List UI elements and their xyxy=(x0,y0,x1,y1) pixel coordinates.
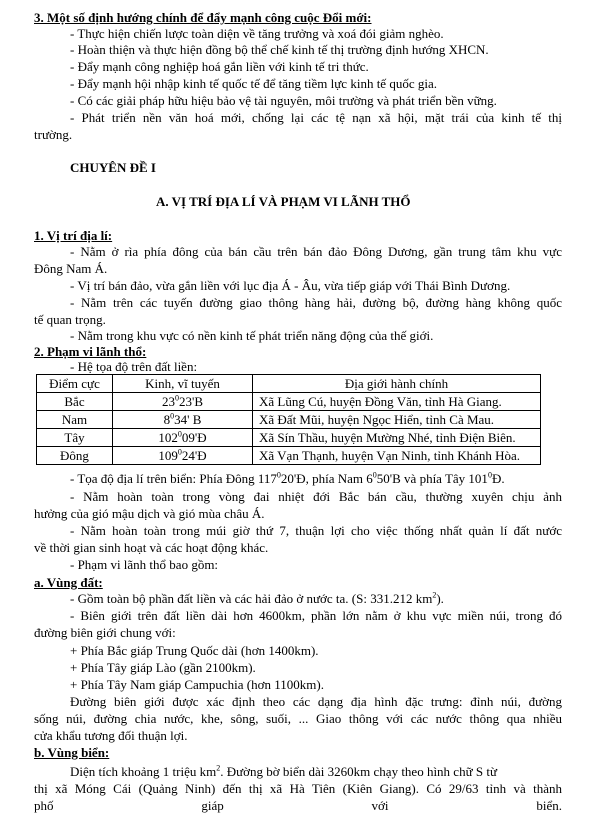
paragraph-line: - Gồm toàn bộ phần đất liền và các hải đảo ở nước ta. (S: 331.212 $km^2$). xyxy=(70,590,444,606)
list-item-continuation: trường. xyxy=(34,127,73,142)
paragraph-line: Đông Nam Á. xyxy=(34,261,108,276)
list-item: + Phía Bắc giáp Trung Quốc dài (hơn 1400km). xyxy=(70,643,319,658)
table-cell: Nam xyxy=(37,411,113,429)
paragraph-line: thị xã Móng Cái (Quảng Ninh) đến thị xã Hà Tiên (Kiên Giang). Có 29/63 tỉnh và thành xyxy=(34,781,562,796)
table-cell: $109^024'Đ$ xyxy=(113,447,253,465)
table-row xyxy=(37,393,541,411)
table-cell: $8^034'$ B xyxy=(113,411,253,429)
paragraph-line: đường biên giới chung với: xyxy=(34,625,176,640)
table-cell: Xã Vạn Thạnh, huyện Vạn Ninh, tỉnh Khánh Hòa. xyxy=(253,447,541,465)
vi-tri-heading-text: 1. Vị trí địa lí: xyxy=(34,228,113,243)
vung-bien-heading xyxy=(34,745,109,761)
list-item: - Có các giải pháp hữu hiệu bảo vệ tài nguyên, môi trường và phát triển bền vững. xyxy=(70,93,497,108)
list-item: - Hoàn thiện và thực hiện đồng bộ thể chế kinh tế thị trường định hướng XHCN. xyxy=(70,42,489,57)
paragraph-line: tế quan trọng. xyxy=(34,312,106,327)
paragraph-line: sống núi, đường chia nước, khe, sông, suối, ... Giao thông với các nước thông qua nhiều xyxy=(34,711,562,726)
coordinates-table xyxy=(36,374,541,465)
paragraph-line: hưởng của gió mậu dịch và gió mùa châu Á. xyxy=(34,506,265,521)
chuyen-de-heading: CHUYÊN ĐỀ I xyxy=(70,160,156,175)
list-item: + Phía Tây Nam giáp Campuchia (hơn 1100km). xyxy=(70,677,324,692)
paragraph-line: - Nằm trên các tuyến đường giao thông hàng hải, đường bộ, đường hàng không quốc xyxy=(70,295,562,310)
pham-vi-heading xyxy=(34,344,146,360)
table-row xyxy=(37,411,541,429)
table-cell: Bắc xyxy=(37,393,113,411)
column-header: Kinh, vĩ tuyến xyxy=(113,375,253,393)
paragraph-line: - Nằm trong khu vực có nền kinh tế phát triển năng động của thế giới. xyxy=(70,328,434,343)
paragraph-line: - Hệ tọa độ trên đất liền: xyxy=(70,359,198,374)
pham-vi-heading-text: 2. Phạm vi lãnh thổ: xyxy=(34,344,147,359)
paragraph-line: - Nằm hoàn toàn trong vòng đai nhiệt đới Bắc bán cầu, thường xuyên chịu ảnh xyxy=(70,489,562,504)
section-3-heading xyxy=(34,10,372,26)
paragraph-line: Đường biên giới được xác định theo các dạng địa hình đặc trưng: đỉnh núi, đường xyxy=(70,694,562,709)
chapter-title: A. VỊ TRÍ ĐỊA LÍ VÀ PHẠM VI LÃNH THỔ xyxy=(156,194,411,209)
vung-dat-heading xyxy=(34,575,103,591)
table-cell: Xã Sín Thầu, huyện Mường Nhé, tỉnh Điện Biên. xyxy=(253,429,541,447)
table-cell: Xã Lũng Cú, huyện Đồng Văn, tỉnh Hà Giang. xyxy=(253,393,541,411)
table-cell: $102^009'Đ$ xyxy=(113,429,253,447)
list-item: - Đẩy mạnh công nghiệp hoá gắn liền với kinh tế tri thức. xyxy=(70,59,369,74)
table-header-row xyxy=(37,375,541,393)
list-item: + Phía Tây giáp Lào (gần 2100km). xyxy=(70,660,256,675)
list-item: - Đẩy mạnh hội nhập kinh tế quốc tế để tăng tiềm lực kinh tế quốc gia. xyxy=(70,76,437,91)
paragraph-line: - Tọa độ địa lí trên biển: Phía Đông $117^020'Đ$, phía Nam $6^050'B$ và phía Tây $101^0Đ$. xyxy=(70,470,505,486)
paragraph-line: Diện tích khoảng 1 triệu $km^2$. Đường bờ biển dài 3260km chạy theo hình chữ S từ xyxy=(70,763,498,779)
paragraph-line: - Nằm hoàn toàn trong múi giờ thứ 7, thuận lợi cho việc thống nhất quản lí đất nước xyxy=(70,523,562,538)
paragraph-line: - Phạm vi lãnh thổ bao gồm: xyxy=(70,557,219,572)
list-item: - Phát triển nền văn hoá mới, chống lại các tệ nạn xã hội, mặt trái của kinh tế thị xyxy=(70,110,562,125)
vung-dat-heading-text: a. Vùng đất: xyxy=(34,575,103,590)
paragraph-line: phố giáp với biển. xyxy=(34,798,562,813)
list-item: - Thực hiện chiến lược toàn diện về tăng trưởng và xoá đói giảm nghèo. xyxy=(70,26,444,41)
table-row xyxy=(37,447,541,465)
vung-bien-heading-text: b. Vùng biển: xyxy=(34,745,110,760)
table-row xyxy=(37,429,541,447)
paragraph-line: - Biên giới trên đất liền dài hơn 4600km, phần lớn nằm ở khu vực miền núi, trong đó xyxy=(70,608,562,623)
column-header: Địa giới hành chính xyxy=(253,375,541,393)
column-header: Điểm cực xyxy=(37,375,113,393)
paragraph-line: - Nằm ở rìa phía đông của bán cầu trên bán đảo Đông Dương, gần trung tâm khu vực xyxy=(70,244,562,259)
paragraph-line: cửa khẩu tương đối thuận lợi. xyxy=(34,728,188,743)
paragraph-line: - Vị trí bán đảo, vừa gắn liền với lục địa Á - Âu, vừa tiếp giáp với Thái Bình Dương. xyxy=(70,278,511,293)
paragraph-line: về thời gian sinh hoạt và các hoạt động khác. xyxy=(34,540,269,555)
section-3-heading-text: 3. Một số định hướng chính để đẩy mạnh công cuộc Đổi mới: xyxy=(34,10,372,25)
table-cell: Đông xyxy=(37,447,113,465)
table-cell: Xã Đất Mũi, huyện Ngọc Hiển, tỉnh Cà Mau. xyxy=(253,411,541,429)
table-cell: $23^023'B$ xyxy=(113,393,253,411)
vi-tri-heading xyxy=(34,228,112,244)
table-cell: Tây xyxy=(37,429,113,447)
